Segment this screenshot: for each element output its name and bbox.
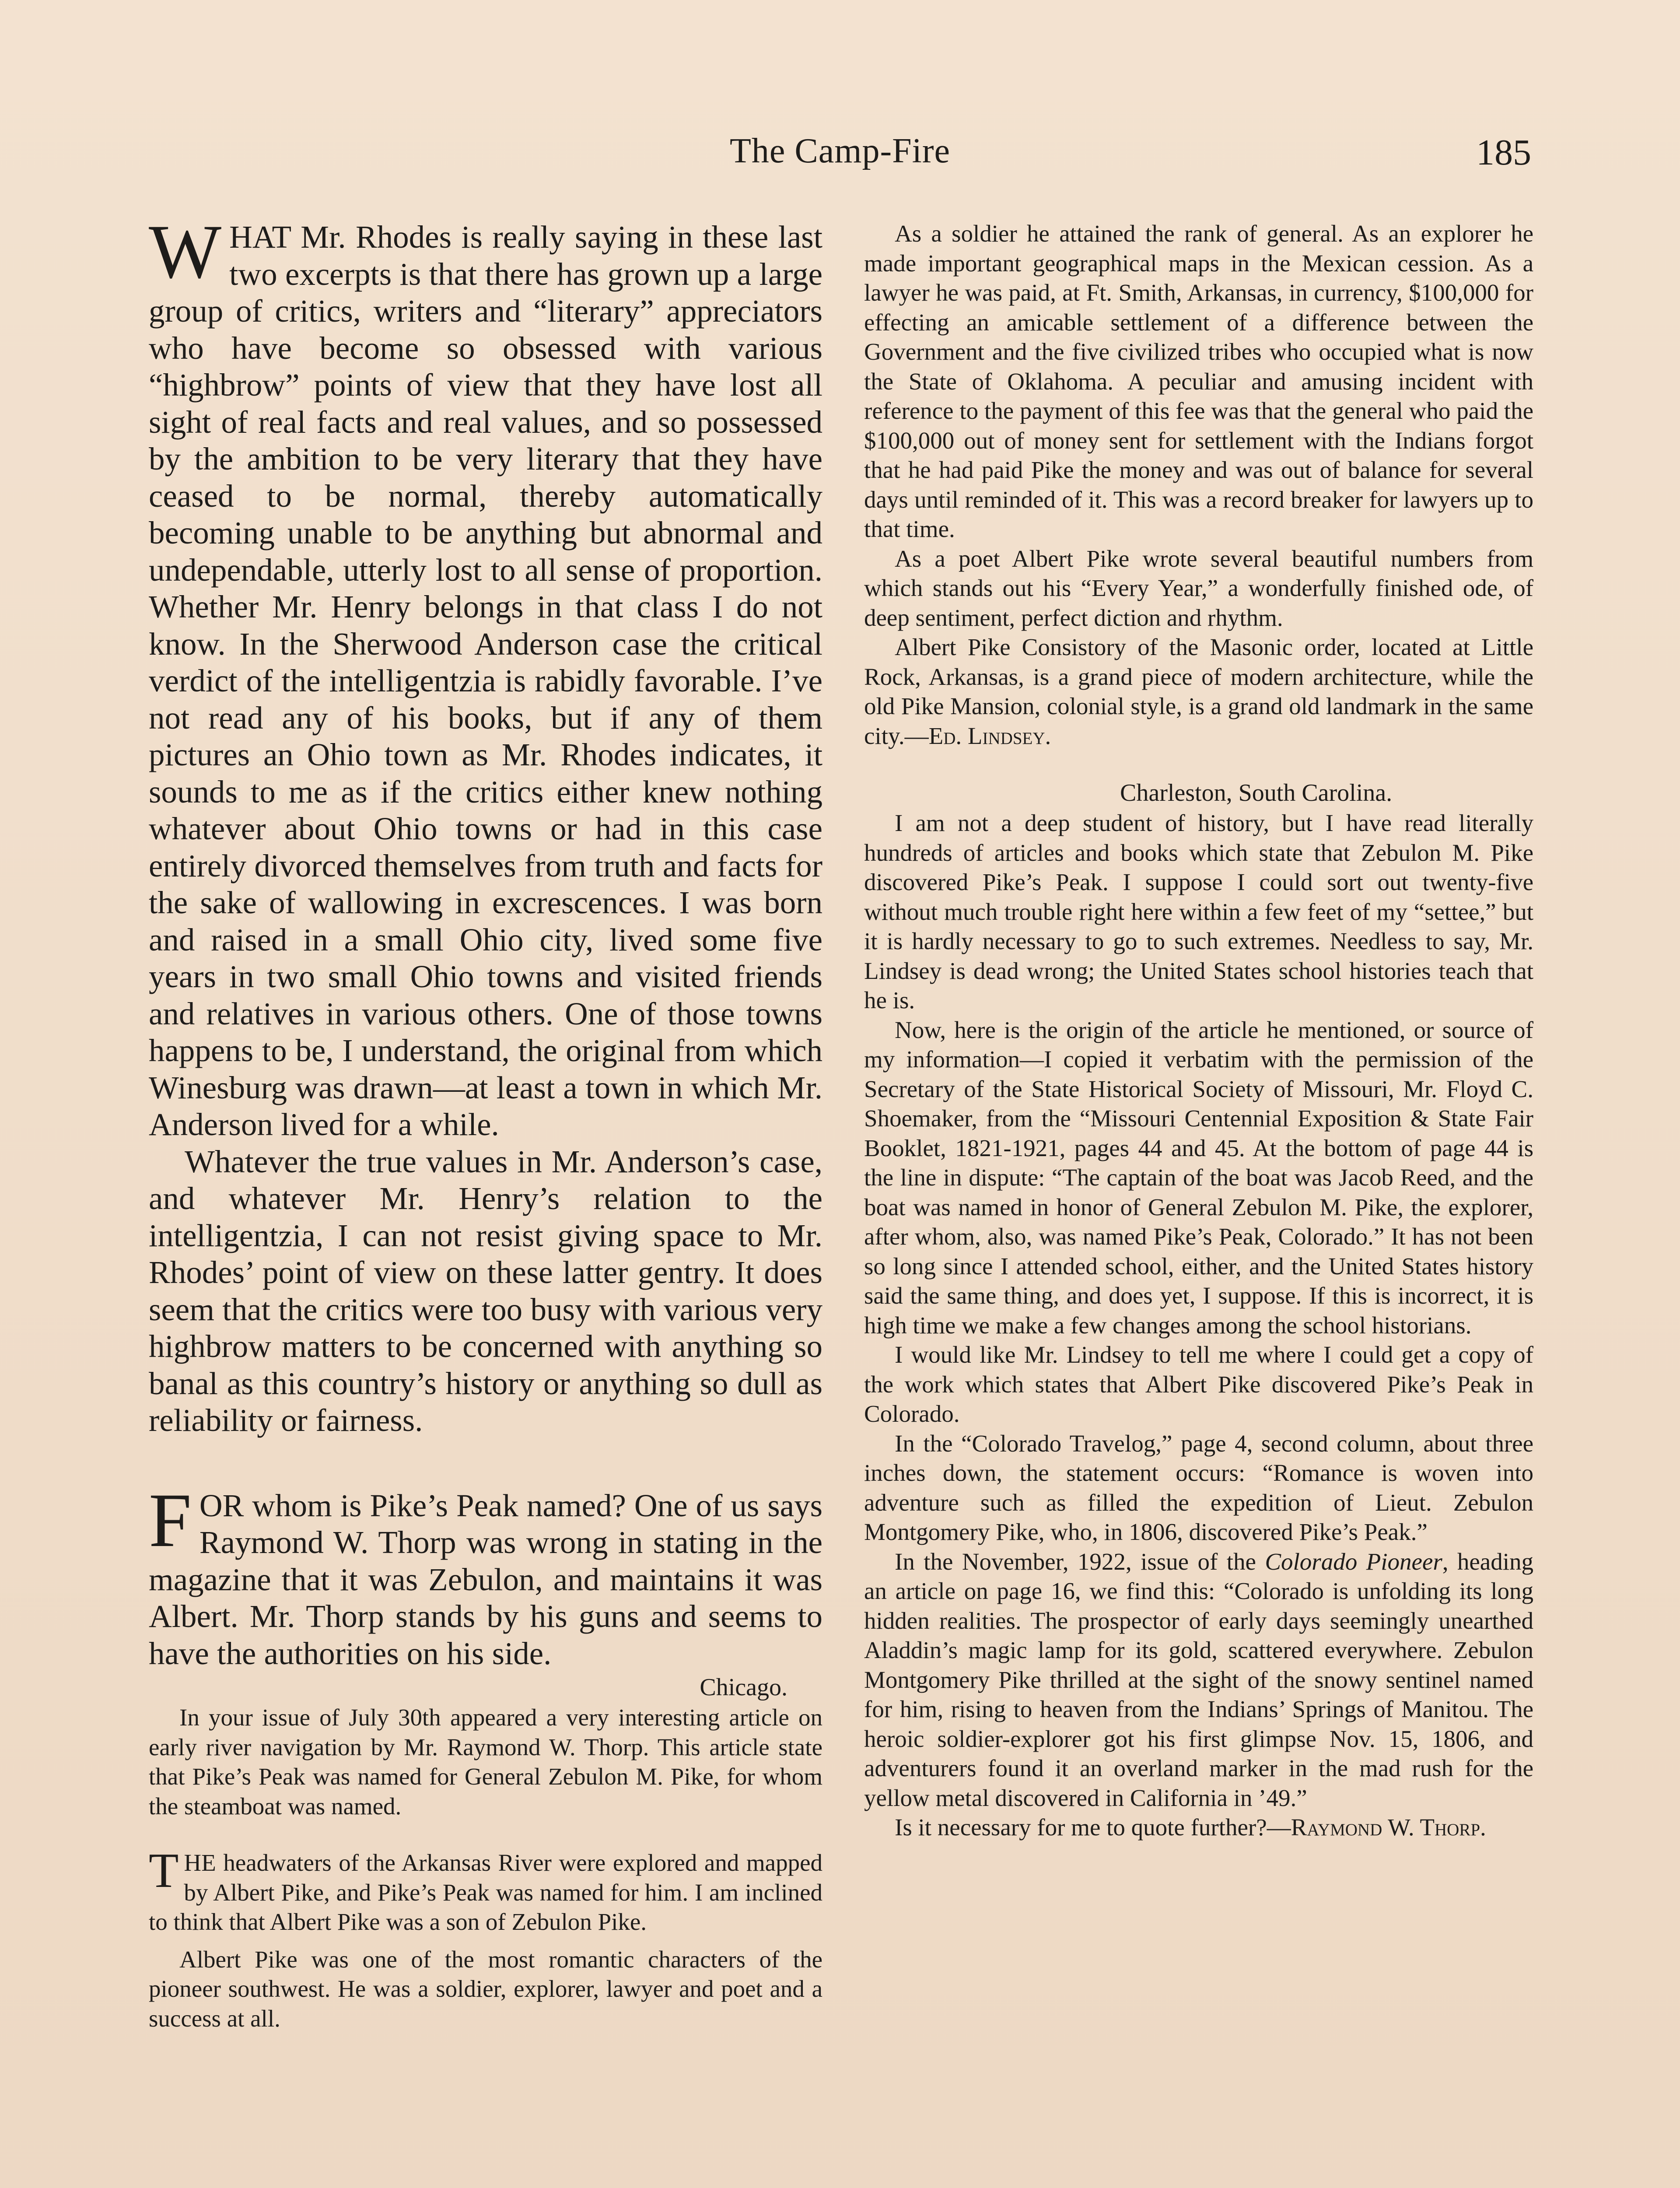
letter-paragraph: Now, here is the origin of the article he mentioned, or source of my information—I copied it verbatim with the permission of the Secretary of the State Historical Society of Missouri, Mr. Floyd C. Shoemaker, from the “Missouri Centennial Exposition & State Fair Booklet, 1821-1921, pages 44 and 45. At the bottom of page 44 is the line in dispute: “The captain of the boat was Jacob Reed, and the boat was named in honor of General Zebulon M. Pike, the explorer, after whom, also, was named Pike’s Peak, Colorado.” It has not been so long since I attended school, either, and the United States history said the same thing, and does yet, I suppose. If this is incorrect, it is high time we make a few changes among the school historians. [864, 1016, 1533, 1339]
running-head [149, 131, 1531, 179]
letter-paragraph: Albert Pike was one of the most romantic characters of the pioneer southwest. He was a soldier, explorer, lawyer and poet and a success at all. [149, 1946, 822, 2032]
letter-paragraph: In the “Colorado Travelog,” page 4, second column, about three inches down, the statement occurs: “Romance is woven into adventure such as filled the expedition of Lieut. Zebulon Montgomery Pike, who, in 1806, discovered Pike’s Peak.” [864, 1430, 1533, 1545]
letter-paragraph: I am not a deep student of history, but I have read literally hundreds of articles and books which state that Zebulon M. Pike discovered Pike’s Peak. I suppose I could sort out twenty-five without much trouble right here within a few feet of my “settee,” but it is hardly necessary to go to such extremes. Needless to say, Mr. Lindsey is dead wrong; the United States school histories teach that he is. [864, 810, 1533, 1013]
left-column [149, 209, 822, 2033]
letter-paragraph: As a soldier he attained the rank of general. As an explorer he made important geographical maps in the Mexican cession. As a lawyer he was paid, at Ft. Smith, Arkansas, in currency, $100,000 for effecting an amicable settlement of a difference between the Government and the five civilized tribes who occupied what is now the State of Oklahoma. A peculiar and amusing incident with reference to the payment of this fee was that the general who paid the $100,000 out of money sent for settlement with the Indians forgot that he had paid Pike the money and was out of balance for several days until reminded of it. This was a record breaker for lawyers up to that time. [864, 220, 1533, 542]
editorial-paragraph: WHAT Mr. Rhodes is really saying in these last two excerpts is that there has grown up a large group of critics, writers and “literary” appreciators who have become so obsessed with various “highbrow” points of view that they have lost all sight of real facts and real values, and so possessed by the ambition to be very literary that they have ceased to be normal, thereby automatically becoming unable to be anything but abnormal and undependable, utterly lost to all sense of proportion. Whether Mr. Henry belongs in that class I do not know. In the Sherwood Anderson case the critical verdict of the intelligentzia is rabidly favorable. I’ve not read any of his books, but if any of them pictures an Ohio town as Mr. Rhodes indicates, it sounds to me as if the critics either knew nothing whatever about Ohio towns or had in this case entirely divorced themselves from truth and facts for the sake of wallowing in excrescences. I was born and raised in a small Ohio city, lived some five years in two small Ohio towns and visited friends and relatives in various others. One of those towns happens to be, I understand, the original from which Winesburg was drawn—at least a town in which Mr. Anderson lived for a while. [149, 209, 822, 1142]
letter-paragraph: In your issue of July 30th appeared a very interesting article on early river navigation by Mr. Raymond W. Thorp. This article state that Pike’s Peak was named for General Zebulon M. Pike, for whom the steamboat was named. [149, 1704, 822, 1820]
letter-paragraph: I would like Mr. Lindsey to tell me where I could get a copy of the work which states that Albert Pike discovered Pike’s Peak in Colorado. [864, 1341, 1533, 1427]
editorial-paragraph: FOR whom is Pike’s Peak named? One of us says Raymond W. Thorp was wrong in stating in the magazine that it was Zebulon, and maintains it was Albert. Mr. Thorp stands by his guns and seems to have the authorities on his side. [149, 1477, 822, 1671]
page-title: The Camp-Fire [730, 132, 950, 170]
drop-cap: W [149, 209, 222, 295]
signature: Raymond W. Thorp. [1291, 1814, 1486, 1841]
letter-dateline: Chicago. [700, 1674, 788, 1701]
drop-cap: T [149, 1844, 179, 1898]
letter-paragraph: THE headwaters of the Arkansas River were explored and mapped by Albert Pike, and Pike’s Peak was named for him. I am inclined to think that Albert Pike was a son of Zebulon Pike. [149, 1844, 822, 1935]
page-number: 185 [1476, 132, 1531, 173]
letter-paragraph: As a poet Albert Pike wrote several beautiful numbers from which stands out his “Every Year,” a wonderfully finished ode, of deep sentiment, perfect diction and rhythm. [864, 545, 1533, 631]
signature: Ed. Lindsey. [928, 722, 1051, 749]
right-column [864, 219, 1533, 1842]
publication-title: Colorado Pioneer [1265, 1548, 1442, 1575]
editorial-paragraph: Whatever the true values in Mr. Anderson’s case, and whatever Mr. Henry’s relation to the intelligentzia, I can not resist giving space to Mr. Rhodes’ point of view on these latter gentry. It does seem that the critics were too busy with various very highbrow matters to be concerned with anything so banal as this country’s history or anything so dull as reliability or fairness. [149, 1143, 822, 1438]
letter-paragraph: Albert Pike Consistory of the Masonic order, located at Little Rock, Arkansas, is a grand piece of modern architecture, while the old Pike Mansion, colonial style, is a grand old landmark in the same city.—Ed. Lindsey. [864, 634, 1533, 749]
letter-paragraph: In the November, 1922, issue of the Colorado Pioneer, heading an article on page 16, we find this: “Colorado is unfolding its long hidden realities. The prospector of early days seemingly unearthed Aladdin’s magic lamp for its gold, scattered everywhere. Zebulon Montgomery Pike thrilled at the sight of the snowy sentinel named for him, rising to heaven from the Indians’ Springs of Manitou. The heroic soldier-explorer got his first glimpse Nov. 15, 1806, and adventurers found it an overland marker in the mad rush for the yellow metal discovered in California in ’49.” [864, 1548, 1533, 1811]
letter-dateline: Charleston, South Carolina. [1120, 779, 1393, 806]
drop-cap: F [149, 1477, 192, 1563]
letter-paragraph: Is it necessary for me to quote further?—Raymond W. Thorp. [895, 1814, 1486, 1841]
